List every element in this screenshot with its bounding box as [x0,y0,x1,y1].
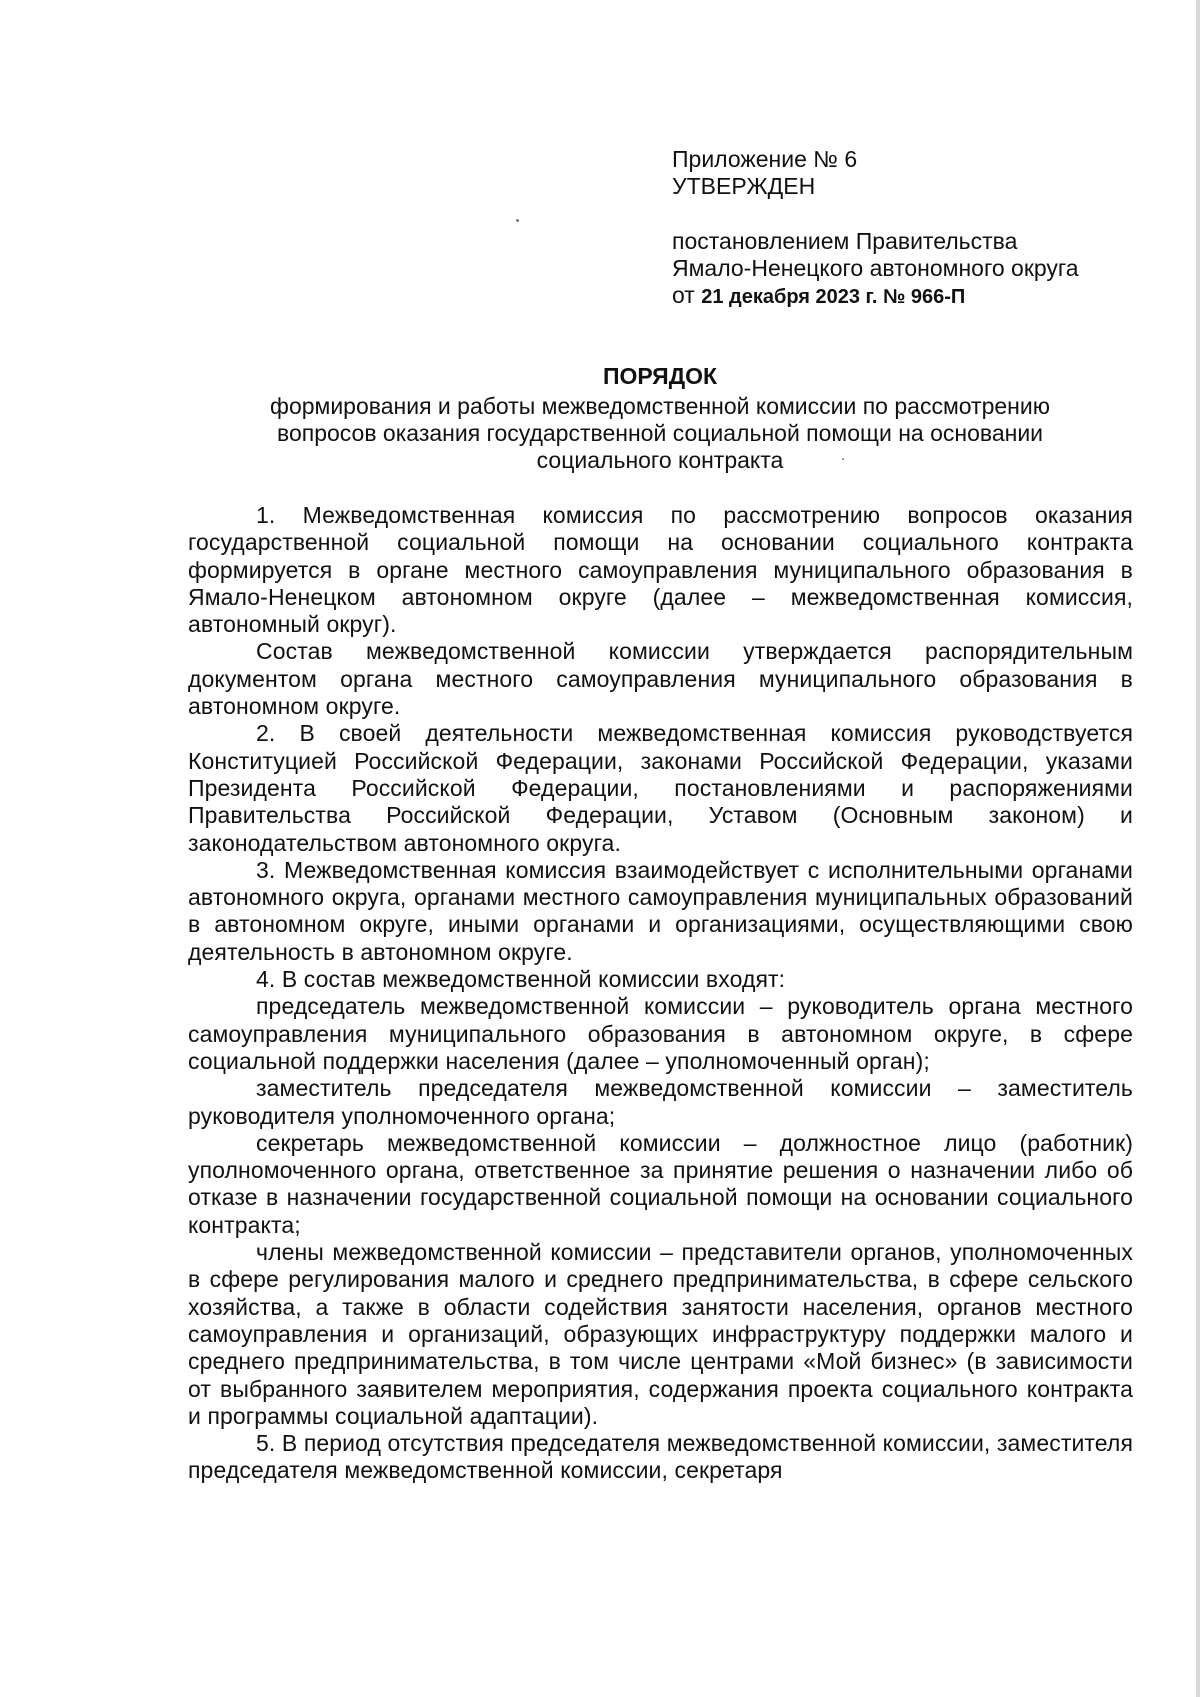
title-line-1: формирования и работы межведомственной комиссии по рассмотрению [270,393,1050,419]
paragraph-2: 2. В своей деятельности межведомственная комиссия руководствуется Конституцией Российской Федерации, законами Российской Федерации, указами Президента Российской Федерации, постановлениями и распоряжениями Правительства Российской Федерации, Уставом (Основным законом) и законодательством автономного округа. [188,720,1133,856]
title-line-2: вопросов оказания государственной социальной помощи на основании [276,420,1044,446]
page-edge [1196,0,1200,1697]
paragraph-5: 5. В период отсутствия председателя межведомственной комиссии, заместителя председателя межведомственной комиссии, секретаря [188,1430,1133,1484]
paragraph-4-secretary: секретарь межведомственной комиссии – должностное лицо (работник) уполномоченного органа, ответственное за принятие решения о назначении либо об отказе в назначении государственной социальной помощи на основании социального контракта; [188,1129,1133,1238]
approval-gap [672,200,1172,228]
paragraph-3: 3. Межведомственная комиссия взаимодействует с исполнительными органами автономного округа, органами местного самоуправления муниципальных образований в автономном округе, иными органами и организациями, осуществляющими свою деятельность в автономном округе. [188,856,1133,965]
appendix-label: Приложение № 6 [672,146,858,172]
paragraph-4-chairman: председатель межведомственной комиссии – руководитель органа местного самоуправления муниципального образования в автономном округе, в сфере социальной поддержки населения (далее – уполномоченный орган); [188,993,1133,1074]
title-line-3: социального контракта [536,447,784,473]
resolution-line-1: постановлением Правительства [672,228,1018,254]
resolution-line-2: Ямало-Ненецкого автономного округа [672,255,1079,281]
paragraph-4-members: члены межведомственной комиссии – представители органов, уполномоченных в сфере регулирования малого и среднего предпринимательства, в сфере сельского хозяйства, а также в области содействия занятости населения, органов местного самоуправления и организаций, образующих инфраструктуру поддержки малого и среднего предпринимательства, в том числе центрами «Мой бизнес» (в зависимости от выбранного заявителем мероприятия, содержания проекта социального контракта и программы социальной адаптации). [188,1239,1133,1429]
resolution-date-line [672,282,1172,311]
paragraph-1-composition: Состав межведомственной комиссии утверждается распорядительным документом органа местного самоуправления муниципального образования в автономном округе. [188,638,1133,720]
document-heading: ПОРЯДОК [602,363,718,389]
scan-speck [516,219,519,222]
date-and-number: 21 декабря 2023 г. № 966-П [701,286,966,308]
document-body [188,502,1133,1485]
document-title-block [150,363,1170,474]
approved-label: УТВЕРЖДЕН [672,173,816,199]
scan-speck [842,458,844,460]
paragraph-4: 4. В состав межведомственной комиссии входят: [256,966,786,993]
date-prefix: от [672,282,695,308]
approval-block [672,146,1172,311]
paragraph-4-deputy: заместитель председателя межведомственной комиссии – заместитель руководителя уполномоченного органа; [188,1075,1133,1129]
paragraph-1: 1. Межведомственная комиссия по рассмотрению вопросов оказания государственной социальной помощи на основании социального контракта формируется в органе местного самоуправления муниципального образования в Ямало-Ненецком автономном округе (далее – межведомственная комиссия, автономный округ). [188,502,1133,638]
